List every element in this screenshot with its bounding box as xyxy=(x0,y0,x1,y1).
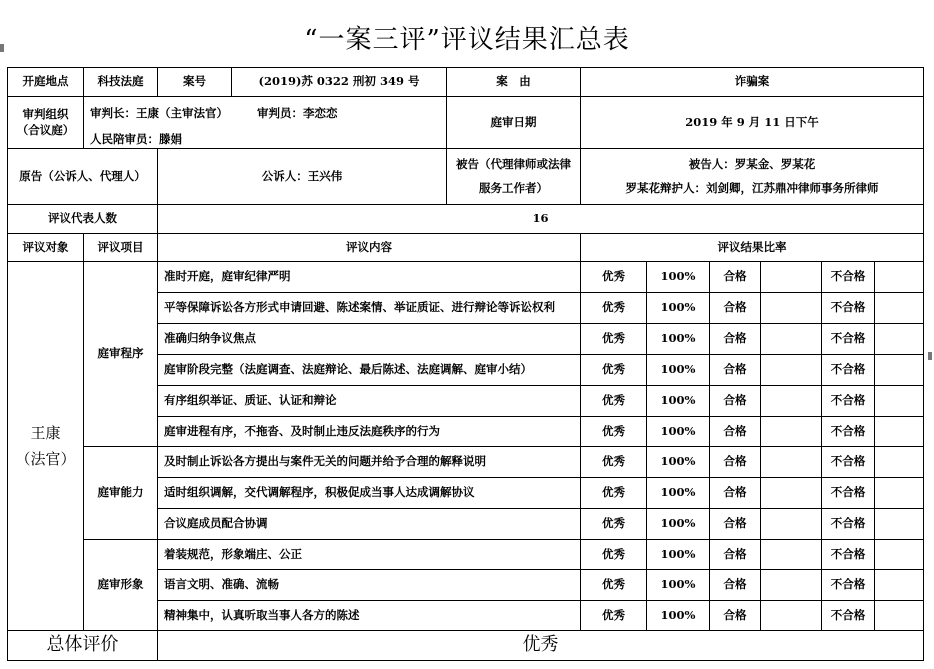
row-content: 精神集中，认真听取当事人各方的陈述 xyxy=(164,607,360,622)
defendant-line-1: 被告人：罗某金、罗某花 xyxy=(688,156,816,171)
row-fail-label: 不合格 xyxy=(830,516,866,531)
plaintiff-label: 原告（公诉人、代理人） xyxy=(19,168,146,183)
column-ratio: 评议结果比率 xyxy=(717,239,787,254)
row-excellent-pct: 100% xyxy=(660,485,696,500)
row-pass-label: 合格 xyxy=(723,454,747,469)
row-fail-label: 不合格 xyxy=(830,362,866,377)
row-content: 及时制止诉讼各方提出与案件无关的问题并给予合理的解释说明 xyxy=(164,454,486,469)
row-excellent-label: 优秀 xyxy=(602,454,625,469)
row-excellent-label: 优秀 xyxy=(602,485,625,500)
group-label-procedure: 庭审程序 xyxy=(97,346,144,361)
row-excellent-pct: 100% xyxy=(660,607,696,622)
row-pass-label: 合格 xyxy=(723,331,747,346)
row-content: 着装规范，形象端庄、公正 xyxy=(164,546,302,561)
row-content: 语言文明、准确、流畅 xyxy=(164,577,279,592)
row-excellent-pct: 100% xyxy=(660,546,696,561)
defendant-label xyxy=(447,149,580,204)
row-excellent-label: 优秀 xyxy=(602,516,625,531)
row-excellent-label: 优秀 xyxy=(602,300,625,315)
row-excellent-label: 优秀 xyxy=(602,362,625,377)
overall-value: 优秀 xyxy=(522,634,559,656)
page-title: “一案三评”评议结果汇总表 xyxy=(304,25,630,55)
row-content: 庭审进程有序，不拖沓、及时制止违反法庭秩序的行为 xyxy=(164,423,440,438)
row-pass-label: 合格 xyxy=(723,300,747,315)
row-excellent-pct: 100% xyxy=(660,362,696,377)
row-content: 有序组织举证、质证、认证和辩论 xyxy=(164,393,337,408)
row-content: 准确归纳争议焦点 xyxy=(164,331,256,346)
review-subject xyxy=(8,262,83,630)
row-pass-label: 合格 xyxy=(723,546,747,561)
defendant-label-line-1: 被告（代理律师或法律 xyxy=(456,156,571,171)
row-excellent-pct: 100% xyxy=(660,577,696,592)
row-excellent-pct: 100% xyxy=(660,423,696,438)
row-pass-label: 合格 xyxy=(723,393,747,408)
row-fail-label: 不合格 xyxy=(830,607,866,622)
row-fail-label: 不合格 xyxy=(830,454,866,469)
row-fail-label: 不合格 xyxy=(830,269,866,284)
row-excellent-label: 优秀 xyxy=(602,393,625,408)
column-object: 评议对象 xyxy=(22,239,69,254)
row-content: 准时开庭，庭审纪律严明 xyxy=(164,269,291,284)
row-pass-label: 合格 xyxy=(723,485,747,500)
page-edge-marker xyxy=(928,352,932,360)
row-excellent-pct: 100% xyxy=(660,516,696,531)
row-fail-label: 不合格 xyxy=(830,577,866,592)
row-excellent-pct: 100% xyxy=(660,269,696,284)
row-pass-label: 合格 xyxy=(723,516,747,531)
row-pass-label: 合格 xyxy=(723,423,747,438)
row-pass-label: 合格 xyxy=(723,577,747,592)
overall-label: 总体评价 xyxy=(46,634,119,656)
row-excellent-label: 优秀 xyxy=(602,607,625,622)
reviewer-count-value: 16 xyxy=(532,211,549,226)
page-edge-marker xyxy=(0,44,4,52)
court-location-value: 科技法庭 xyxy=(97,74,144,89)
row-excellent-pct: 100% xyxy=(660,300,696,315)
court-location-label: 开庭地点 xyxy=(22,74,69,89)
row-excellent-label: 优秀 xyxy=(602,423,625,438)
row-content: 庭审阶段完整（法庭调查、法庭辩论、最后陈述、法庭调解、庭审小结） xyxy=(164,362,532,377)
group-label-image: 庭审形象 xyxy=(97,577,144,592)
row-content: 适时组织调解，交代调解程序，积极促成当事人达成调解协议 xyxy=(164,485,475,500)
panel-label-line-1: 审判组织 xyxy=(22,106,69,121)
case-no-label: 案号 xyxy=(183,74,206,89)
row-excellent-label: 优秀 xyxy=(602,577,625,592)
trial-date-value: 2019 年 9 月 11 日下午 xyxy=(685,114,819,129)
row-fail-label: 不合格 xyxy=(830,485,866,500)
panel-label-line-2: （合议庭） xyxy=(16,122,75,137)
group-label-ability: 庭审能力 xyxy=(97,485,144,500)
trial-date-label: 庭审日期 xyxy=(490,114,537,129)
defendant-label-line-2: 服务工作者） xyxy=(479,180,548,195)
cause-label: 案 由 xyxy=(496,74,531,89)
row-pass-label: 合格 xyxy=(723,269,747,284)
row-pass-label: 合格 xyxy=(723,362,747,377)
row-pass-label: 合格 xyxy=(723,607,747,622)
reviewer-count-label: 评议代表人数 xyxy=(48,211,117,226)
defendant-value xyxy=(581,149,923,204)
row-excellent-label: 优秀 xyxy=(602,546,625,561)
row-excellent-pct: 100% xyxy=(660,393,696,408)
cause-value: 诈骗案 xyxy=(734,74,770,89)
column-content: 评议内容 xyxy=(346,239,392,254)
row-fail-label: 不合格 xyxy=(830,423,866,438)
chief-judge: 审判长：王康（主审法官） xyxy=(90,106,228,121)
people-juror: 人民陪审员：滕娟 xyxy=(90,132,182,147)
subject-role: （法官） xyxy=(15,450,76,468)
row-excellent-label: 优秀 xyxy=(602,269,625,284)
row-excellent-pct: 100% xyxy=(660,331,696,346)
row-fail-label: 不合格 xyxy=(830,300,866,315)
judge: 审判员：李恋恋 xyxy=(257,106,338,121)
row-content: 合议庭成员配合协调 xyxy=(164,516,268,531)
row-excellent-label: 优秀 xyxy=(602,331,625,346)
row-content: 平等保障诉讼各方形式申请回避、陈述案情、举证质证、进行辩论等诉讼权利 xyxy=(164,300,555,315)
row-excellent-pct: 100% xyxy=(660,454,696,469)
row-fail-label: 不合格 xyxy=(830,331,866,346)
subject-name: 王康 xyxy=(30,423,61,442)
panel-label xyxy=(8,97,83,148)
case-no-value: (2019)苏 0322 刑初 349 号 xyxy=(258,74,420,89)
plaintiff-value: 公诉人：王兴伟 xyxy=(261,168,343,183)
column-item: 评议项目 xyxy=(97,239,144,254)
row-fail-label: 不合格 xyxy=(830,546,866,561)
defendant-line-2: 罗某花辩护人：刘剑卿，江苏鼎冲律师事务所律师 xyxy=(625,180,879,195)
row-fail-label: 不合格 xyxy=(830,393,866,408)
